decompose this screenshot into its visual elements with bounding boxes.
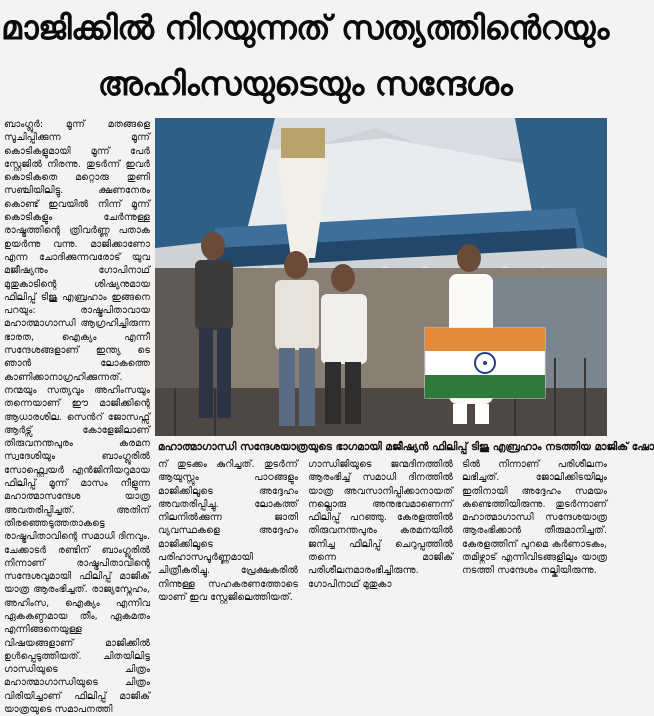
article-body-bottom-col-3-text: ടിൽ നിന്നാണ് പരിശീലനം ലഭിച്ചത്. ജോലിക്കിടയിലും ഇതിനായി അദ്ദേഹം സമയം കണ്ടെത്തിയിരുന്നു. തുടർന്നാണ് മഹാത്മാഗാന്ധി സന്ദേശയാത്ര ആരംഭിക്കാൻ തീരുമാനിച്ചത്. കേരളത്തിന് പുറമെ കർണാടകം, തമിഴ്നാട് എന്നിവിടങ്ങളിലും യാത്ര നടത്തി സന്ദേശം നല്കിയിരുന്നു. <box>462 459 607 577</box>
headline-line-1: മാജിക്കിൽ നിറയുന്നത് സത്യത്തിൻെറയും <box>1 8 609 47</box>
article-body-bottom-col-2 <box>308 458 453 594</box>
photo-caption: മഹാത്മാഗാന്ധി സന്ദേശയാത്രയുടെ ഭാഗമായി മജീഷ്യൻ ഫിലിപ്പ് ടിജു എബ്രഹാം നടത്തിയ മാജിക് ഷോ <box>158 441 654 453</box>
article-body-bottom-col-3 <box>462 458 607 594</box>
article-body-bottom-col-1 <box>158 458 298 603</box>
stage-magic-show-photo <box>155 118 607 436</box>
article-body-left-text: ബാംഗ്ലൂർ: മൂന്ന് മതങ്ങളെ സൂചിപ്പിക്കുന്ന മൂന്ന് കൊടികളുമായി മൂന്ന് പേർ സ്റ്റേജിൽ നിരന്നു. തുടർന്ന് ഇവർ കൊടികതെ മറ്റൊരു തുണി സഞ്ചിയിലിട്ടു. ക്ഷണനേരം കൊണ്ട് ഇവയിൽ നിന്ന് മൂന്ന് കൊടികളും ചേർന്നുള്ള രാഷ്ട്രത്തിന്റെ ത്രിവർണ്ണ പതാക ഉയർന്നു വന്നു. മാജിക്കാണോ എന്ന ചോദിക്കുന്നവരോട് യുവ മജീഷ്യനും ഗോപിനാഥ് മുതുകാടിന്റെ ശിഷ്യനുമായ ഫിലിപ്പ് ടിജു എബ്രഹാം ഇങ്ങനെ പറയും: രാഷ്ട്രപിതാവായ മഹാത്മാഗാന്ധി ആഗ്രഹിച്ചിരുന്ന ഭാരത, ഐക്യം എന്നീ സന്ദേശങ്ങളാണ് ഇന്ത്യ ടെ ഞാൻ ലോകത്തെ കാണിക്കാനാഗ്രഹിക്കുന്നത്. നന്മയും സത്യവും അഹിംസയും തന്നെയാണ് ഈ മാജിക്കിന്റെ ആധാരശില. സെൻറ് ജോസഫ്സ് ആർട്സ് കോളേജിലാണ് തിരുവനന്തപുരം കരമന സ്വദേശിയും ബാംഗ്ലൂരിൽ സോഫ്റ്റ്വെയർ എൻജിനിയറുമായ ഫിലിപ്പ് മൂന്ന് മാസം നീളുന്ന മഹാത്മാസന്ദേശ യാത്ര അവതരിപ്പിച്ചത്. അതിന് തിരഞ്ഞെടുത്തതാകട്ടെ രാഷ്ട്രപിതാവിന്റെ സമാധി ദിനവും. ചേക്കാടർ രണ്ടിന് ബാംഗ്ലൂരിൽ നിന്നാണ് രാഷ്ട്രപിതാവിന്റെ സന്ദേശവുമായി ഫിലിപ്പ് മാജിക് യാത്ര ആരംഭിച്ചത്. രാജ്യസ്നേഹം, അഹിംസ, ഐക്യം എന്നിവ ഏകകണ്ഠമായ തീം, ഏകമതം എന്നിങ്ങനെയുള്ള വിഷയങ്ങളാണ് മാജിക്കിൽ ഉൾപ്പെടുത്തിയത്. ചിതയിലിട്ട ഗാന്ധിയുടെ ചിത്രം മഹാത്മാഗാന്ധിയുടെ ചിത്രം വിരിയിച്ചാണ് ഫിലിപ്പ് മാജിക് യാത്രയുടെ സമാപനത്തി <box>4 119 150 716</box>
news-photo <box>155 118 607 436</box>
indian-flag <box>425 328 545 398</box>
article-body-left-column <box>4 118 150 716</box>
article-body-bottom-col-2-text: ഗാന്ധിജിയുടെ ജന്മദിനത്തിൽ ആരംഭിച്ച് സമാധി ദിനത്തിൽ യാത്ര അവസാനിപ്പിക്കാനായത് നല്ലൊരു അനുഭവമാണെന്ന് ഫിലിപ്പ് പറഞ്ഞു. കേരളത്തിൽ തിരുവനന്തപുരം കരമനയിൽ ജനിച്ച ഫിലിപ്പ് ചെറുപ്പത്തിൽ തന്നെ മാജിക് പരിശീലനമാരംഭിച്ചിരുന്നു. ഗോപിനാഥ് മുതുകാ <box>308 459 453 590</box>
article-body-bottom-col-1-text: ന് തുടക്കം കുറിച്ചത്. തുടർന്ന് ആയുസ്സും പാഠങ്ങളും മാജിക്കിലൂടെ അദ്ദേഹം അവതരിപ്പിച്ചു. ലോകത്ത് നിലനിൽക്കുന്ന ജാതി വ്യവസ്ഥകളെ അദ്ദേഹം മാജിക്കിലൂടെ പരിഹാസപൂർണ്ണമായി ചിത്രീകരിച്ചു. പ്രേക്ഷകരിൽ നിന്നുള്ള സഹകരണത്തോടെ യാണ് ഇവ സ്റ്റേജിലെത്തിയത്. <box>158 459 298 603</box>
headline-line-2: അഹിംസയുടെയും സന്ദേശം <box>97 64 513 103</box>
